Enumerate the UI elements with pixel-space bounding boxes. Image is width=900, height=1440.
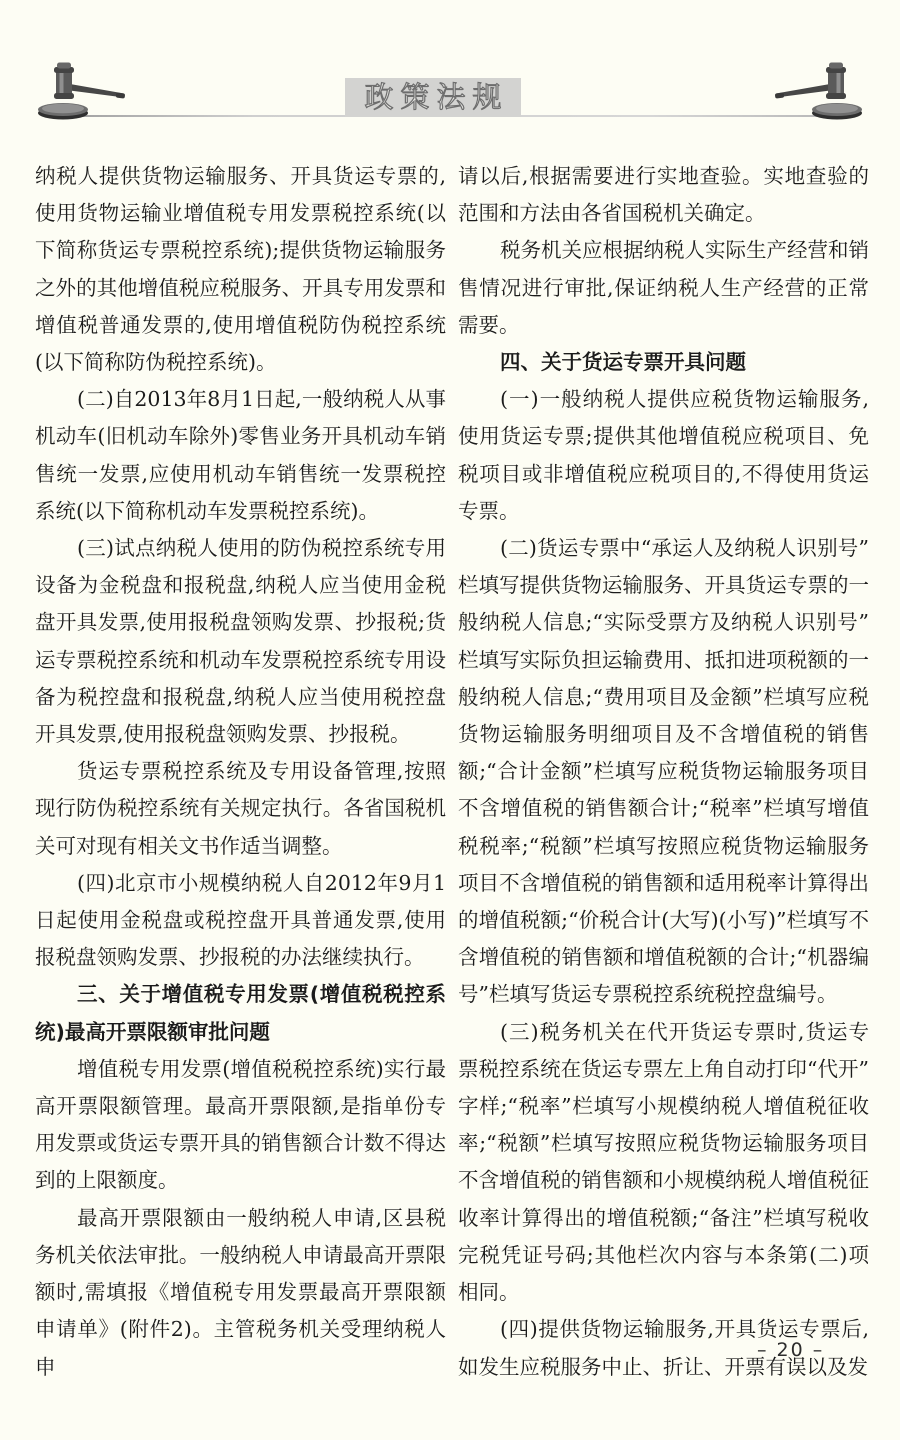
page-header-title: 政策法规	[364, 80, 509, 114]
paragraph: (一)一般纳税人提供应税货物运输服务,使用货运专票;提供其他增值税应税项目、免税项目或非增值税应税项目的,不得使用货运专票。	[458, 387, 869, 523]
paragraph: (二)货运专票中“承运人及纳税人识别号”栏填写提供货物运输服务、开具货运专票的一般纳税人信息;“实际受票方及纳税人识别号”栏填写实际负担运输费用、抵扣进项税额的一般纳税人信息;“费用项目及金额”栏填写应税货物运输服务明细项目及不含增值税的销售额;“合计金额”栏填写应税货物运输服务项目不含增值税的销售额合计;“税率”栏填写增值税税率;“税额”栏填写按照应税货物运输服务项目不含增值税的销售额和适用税率计算得出的增值税额;“价税合计(大写)(小写)”栏填写不含增值税的销售额和增值税额的合计;“机器编号”栏填写货运专票税控系统税控盘编号。	[458, 536, 869, 1007]
paragraph: (三)税务机关在代开货运专票时,货运专票税控系统在货运专票左上角自动打印“代开”字样;“税率”栏填写小规模纳税人增值税征收率;“税额”栏填写按照应税货物运输服务项目不含增值税的销售额和小规模纳税人增值税征收率计算得出的增值税额;“备注”栏填写税收完税凭证号码;其他栏次内容与本条第(二)项相同。	[458, 1019, 869, 1305]
header-title-box	[345, 78, 521, 117]
section-heading: 四、关于货运专票开具问题	[500, 350, 747, 375]
paragraph: (四)北京市小规模纳税人自2012年9月1日起使用金税盘或税控盘开具普通发票,使用报税盘领购发票、抄报税的办法继续执行。	[35, 870, 446, 970]
paragraph: (二)自2013年8月1日起,一般纳税人从事机动车(旧机动车除外)零售业务开具机动车销售统一发票,应使用机动车销售统一发票税控系统(以下简称机动车发票税控系统)。	[35, 387, 446, 523]
paragraph: 货运专票税控系统及专用设备管理,按照现行防伪税控系统有关规定执行。各省国税机关可对现有相关文书作适当调整。	[35, 759, 446, 858]
paragraph: 请以后,根据需要进行实地查验。实地查验的范围和方法由各省国税机关确定。	[458, 164, 869, 226]
paragraph: 增值税专用发票(增值税税控系统)实行最高开票限额管理。最高开票限额,是指单份专用发票或货运专票开具的销售额合计数不得达到的上限额度。	[35, 1056, 446, 1193]
paragraph: 纳税人提供货物运输服务、开具货运专票的,使用货物运输业增值税专用发票税控系统(以下简称货运专票税控系统);提供货物运输服务之外的其他增值税应税服务、开具专用发票和增值税普通发票的,使用增值税防伪税控系统(以下简称防伪税控系统)。	[35, 164, 446, 375]
paragraph: 最高开票限额由一般纳税人申请,区县税务机关依法审批。一般纳税人申请最高开票限额时,需填报《增值税专用发票最高开票限额申请单》(附件2)。主管税务机关受理纳税人申	[35, 1205, 446, 1379]
paragraph: 税务机关应根据纳税人实际生产经营和销售情况进行审批,保证纳税人生产经营的正常需要。	[458, 238, 870, 337]
text-column-left	[35, 158, 446, 1386]
page-number: – 20 –	[757, 1339, 825, 1361]
gavel-icon	[36, 60, 131, 122]
paragraph: (四)提供货物运输服务,开具货运专票后,如发生应税服务中止、折让、开票有误以及发	[458, 1317, 869, 1379]
paragraph: (三)试点纳税人使用的防伪税控系统专用设备为金税盘和报税盘,纳税人应当使用金税盘开具发票,使用报税盘领购发票、抄报税;货运专票税控系统和机动车发票税控系统专用设备为税控盘和报税盘,纳税人应当使用税控盘开具发票,使用报税盘领购发票、抄报税。	[35, 536, 446, 747]
text-column-right	[458, 158, 869, 1386]
gavel-icon	[769, 60, 864, 122]
section-heading: 三、关于增值税专用发票(增值税税控系统)最高开票限额审批问题	[35, 982, 446, 1044]
